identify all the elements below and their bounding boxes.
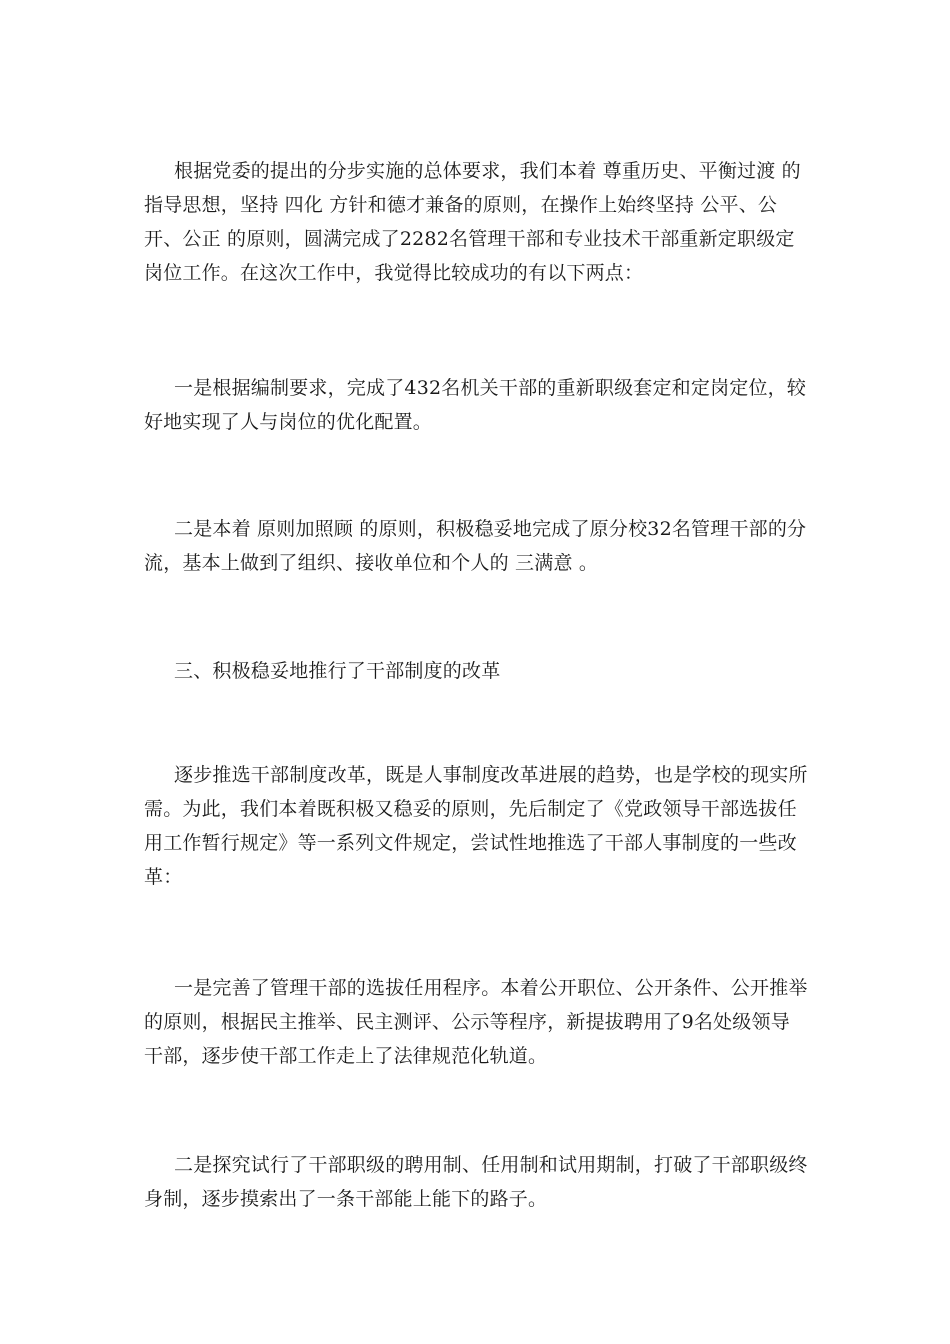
paragraph-point-one: 一是根据编制要求，完成了432名机关干部的重新职级套定和定岗定位，较好地实现了人与岗位的优化配置。 <box>144 377 807 433</box>
paragraph-reform-intro: 逐步推选干部制度改革，既是人事制度改革进展的趋势，也是学校的现实所需。为此，我们本着既积极又稳妥的原则，先后制定了《党政领导干部选拔任用工作暂行规定》等一系列文件规定，尝试性地推选了干部人事制度的一些改革： <box>144 764 808 888</box>
section-heading: 三、积极稳妥地推行了干部制度的改革 <box>174 660 501 682</box>
paragraph-point-two: 二是本着 原则加照顾 的原则，积极稳妥地完成了原分校32名管理干部的分流，基本上做到了组织、接收单位和个人的 三满意 。 <box>144 518 807 574</box>
paragraph-reform-two: 二是探究试行了干部职级的聘用制、任用制和试用期制，打破了干部职级终身制，逐步摸索出了一条干部能上能下的路子。 <box>144 1154 808 1210</box>
paragraph-overall-requirements: 根据党委的提出的分步实施的总体要求，我们本着 尊重历史、平衡过渡 的指导思想，坚持 四化 方针和德才兼备的原则，在操作上始终坚持 公平、公开、公正 的原则，圆满完成了2282名管理干部和专业技术干部重新定职级定岗位工作。在这次工作中，我觉得比较成功的有以下两点： <box>144 160 801 284</box>
paragraph-reform-one: 一是完善了管理干部的选拔任用程序。本着公开职位、公开条件、公开推举的原则，根据民主推举、民主测评、公示等程序，新提拔聘用了9名处级领导干部，逐步使干部工作走上了法律规范化轨道。 <box>144 977 808 1067</box>
